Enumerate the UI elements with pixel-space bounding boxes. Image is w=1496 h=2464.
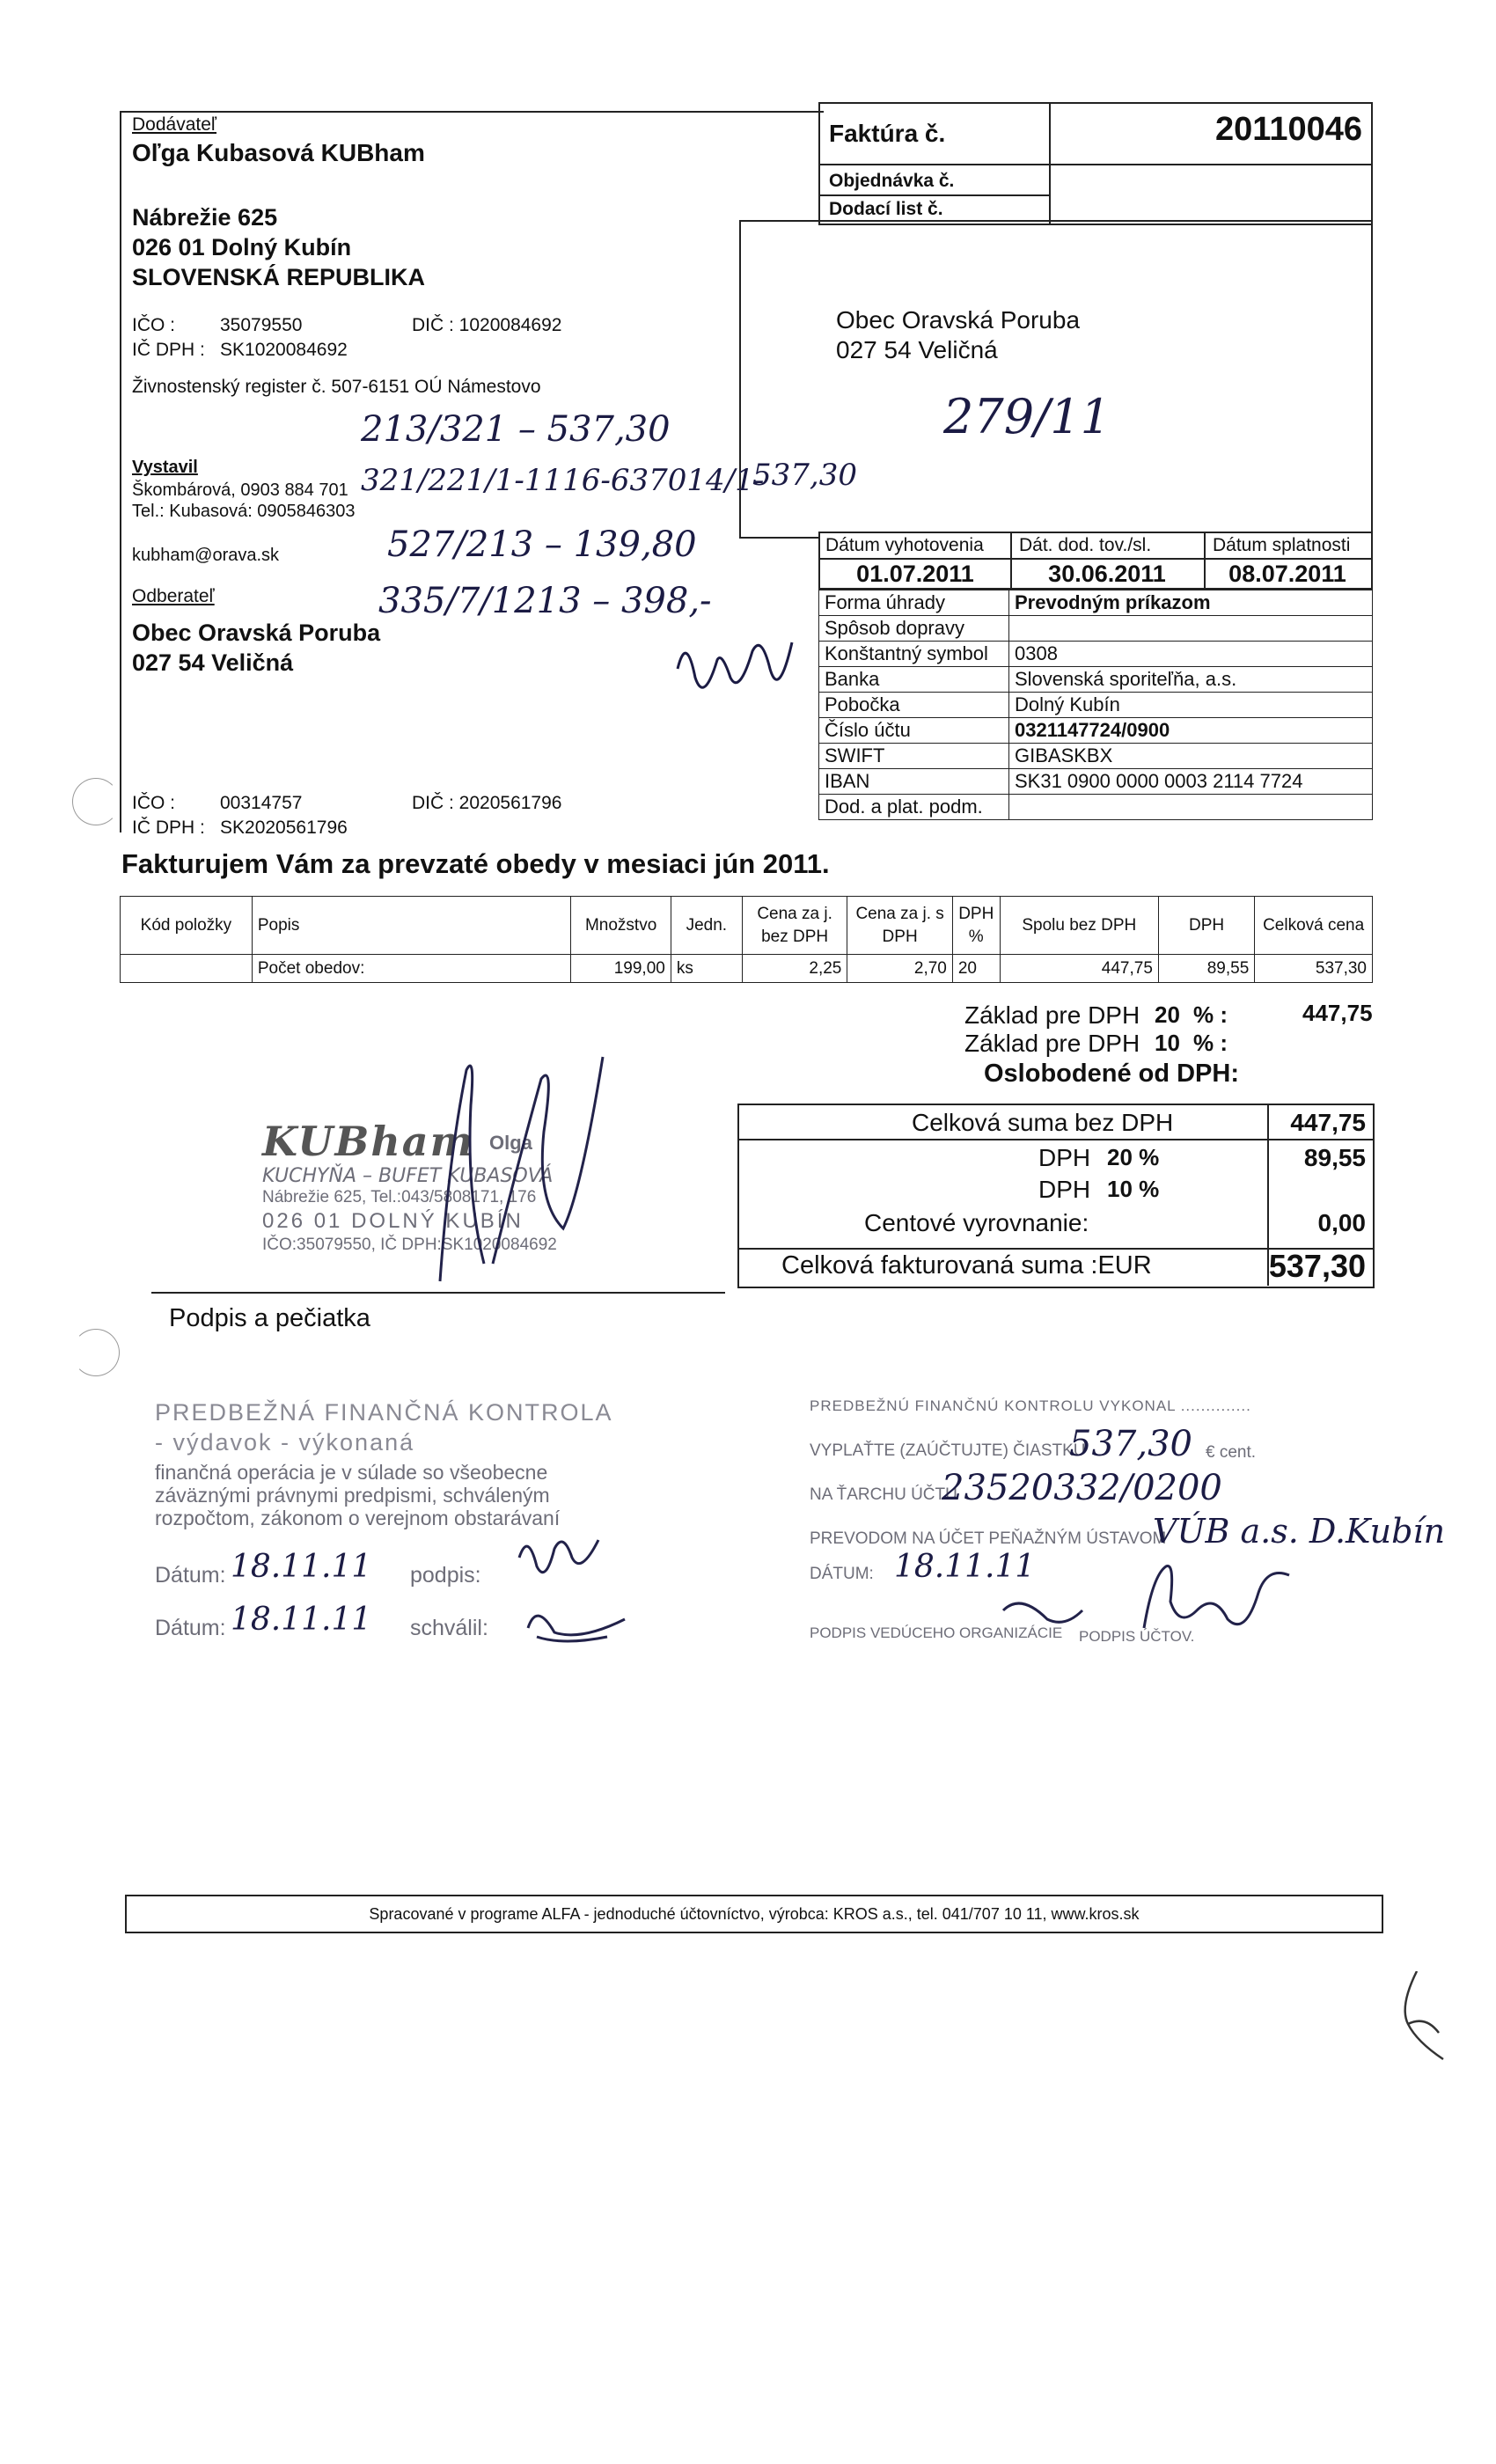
column-header: Množstvo: [571, 897, 671, 955]
due-date-label: Dátum splatnosti: [1213, 535, 1351, 555]
control-title: PREDBEŽNÁ FINANČNÁ KONTROLA: [155, 1399, 613, 1426]
payment-label: Banka: [819, 667, 1009, 693]
table-row: [819, 718, 1373, 744]
control-text-1: finančná operácia je v súlade so všeobecne: [155, 1461, 548, 1484]
intro-text: Fakturujem Vám za prevzaté obedy v mesiaci jún 2011.: [121, 848, 830, 879]
customer-ico-label: IČO :: [132, 793, 176, 813]
signature-icon: [387, 1052, 625, 1290]
control-sign-1-label: podpis:: [410, 1563, 481, 1588]
items-table: [120, 896, 1373, 983]
supplier-icdph: SK1020084692: [220, 340, 348, 360]
pay-label: VYPLAŤTE (ZAÚČTUJTE) ČIASTKU: [810, 1441, 1086, 1460]
item-vat: 89,55: [1158, 955, 1254, 983]
supplier-register: Živnostenský register č. 507-6151 OÚ Námestovo: [132, 377, 541, 397]
column-header: Cena za j. bez DPH: [742, 897, 847, 955]
payment-label: SWIFT: [819, 744, 1009, 769]
column-header: Popis: [252, 897, 571, 955]
control-subtitle: - výdavok - výkonaná: [155, 1429, 415, 1456]
supplier-name: Oľga Kubasová KUBham: [132, 139, 425, 166]
corner-mark-icon: [1390, 1971, 1470, 2068]
column-header: Kód položky: [121, 897, 253, 955]
supplier-dic: DIČ : 1020084692: [412, 315, 562, 335]
recipient-name: Obec Oravská Poruba: [836, 306, 1081, 334]
signature-label: Podpis a pečiatka: [169, 1304, 370, 1332]
control-date-1: 18.11.11: [231, 1549, 372, 1585]
table-row: [819, 693, 1373, 718]
footer-text: Spracované v programe ALFA - jednoduché účtovníctvo, výrobca: KROS a.s., tel. 041/707 10 11, www.kros.sk: [369, 1905, 1140, 1923]
supplier-ico: 35079550: [220, 315, 303, 335]
control-text-3: rozpočtom, zákonom o verejnom obstarávaní: [155, 1507, 561, 1529]
supplier-country: SLOVENSKÁ REPUBLIKA: [132, 264, 426, 290]
bank-label: PREVODOM NA ÚČET PEŇAŽNÝM ÚSTAVOM: [810, 1529, 1167, 1548]
vat-20-rate: 20 %: [1107, 1144, 1160, 1170]
stamp-line-3: 026 01 DOLNÝ KUBÍN: [262, 1209, 524, 1233]
customer-name: Obec Oravská Poruba: [132, 620, 381, 646]
table-row: [819, 642, 1373, 667]
due-date: 08.07.2011: [1228, 561, 1346, 587]
table-row: [819, 616, 1373, 642]
footer: [125, 1895, 1383, 1933]
date-label: DÁTUM:: [810, 1565, 874, 1583]
vat-base-20-value: 447,75: [1302, 1000, 1373, 1026]
control-text-2: záväznými právnymi predpismi, schváleným: [155, 1484, 550, 1507]
issue-date: 01.07.2011: [856, 561, 974, 587]
item-price-inc-vat: 2,70: [847, 955, 953, 983]
column-header: Celková cena: [1255, 897, 1373, 955]
supplier-heading: Dodávateľ: [132, 114, 217, 135]
issuer-heading: Vystavil: [132, 458, 198, 477]
control-signatures-icon: [502, 1522, 642, 1663]
supplier-city: 026 01 Dolný Kubín: [132, 234, 352, 260]
item-price-ex-vat: 2,25: [742, 955, 847, 983]
vat-20-label: DPH: [1038, 1144, 1091, 1171]
column-header: Cena za j. s DPH: [847, 897, 953, 955]
table-row: [121, 955, 1373, 983]
delivery-date-label: Dát. dod. tov./sl.: [1019, 535, 1152, 555]
payment-label: Spôsob dopravy: [819, 616, 1009, 642]
table-header-row: [121, 897, 1373, 955]
punch-hole-mark: [72, 1329, 120, 1376]
dates-box: [818, 532, 1373, 590]
payment-label: Pobočka: [819, 693, 1009, 718]
vat-base-10-label: Základ pre DPH: [964, 1030, 1140, 1057]
payment-value: Prevodným príkazom: [1009, 590, 1373, 616]
customer-dic: DIČ : 2020561796: [412, 793, 562, 813]
stamp-line-4: IČO:35079550, IČ DPH:SK1020084692: [262, 1236, 557, 1254]
column-header: DPH %: [952, 897, 1000, 955]
delivery-note-label: Dodací list č.: [829, 199, 943, 219]
issuer-phone: Tel.: Kubasová: 0905846303: [132, 502, 356, 521]
payment-label: Forma úhrady: [819, 590, 1009, 616]
handwritten-note: 537,30: [752, 458, 857, 493]
table-row: [819, 795, 1373, 820]
item-vat-pct: 20: [952, 955, 1000, 983]
customer-icdph-label: IČ DPH :: [132, 818, 205, 838]
control-date-2-label: Dátum:: [155, 1616, 226, 1640]
payment-value: SK31 0900 0000 0003 2114 7724: [1009, 769, 1373, 795]
vat-base-20-rate: 20: [1155, 1001, 1180, 1028]
item-description: Počet obedov:: [252, 955, 571, 983]
account-label: NA ŤARCHU ÚČTU: [810, 1485, 957, 1504]
handwritten-reference: 279/11: [943, 389, 1111, 444]
customer-city: 027 54 Veličná: [132, 649, 294, 676]
handwritten-note: 321/221/1-1116-637014/1-: [361, 463, 765, 498]
payment-value: GIBASKBX: [1009, 744, 1373, 769]
vat-exempt-label: Oslobodené od DPH:: [984, 1060, 1239, 1088]
control-date-1-label: Dátum:: [155, 1563, 226, 1588]
stamp-logo: KUBham: [262, 1118, 475, 1165]
pay-amount: 537,30: [1069, 1424, 1192, 1464]
pay-unit: € cent.: [1206, 1443, 1257, 1462]
issue-date-label: Dátum vyhotovenia: [825, 535, 984, 555]
table-row: [819, 744, 1373, 769]
supplier-icdph-label: IČ DPH :: [132, 340, 205, 360]
payment-table: [818, 590, 1373, 820]
supplier-street: Nábrežie 625: [132, 204, 278, 231]
payment-label: Dod. a plat. podm.: [819, 795, 1009, 820]
order-label: Objednávka č.: [829, 171, 955, 191]
control-date-2: 18.11.11: [231, 1602, 372, 1638]
handwritten-note: 335/7/1213 – 398,-: [378, 581, 712, 621]
payment-stamp-title: PREDBEŽNÚ FINANČNÚ KONTROLU VYKONAL ..............: [810, 1397, 1251, 1414]
bank-name: VÚB a.s. D.Kubín: [1153, 1512, 1446, 1551]
handwritten-note: 213/321 – 537,30: [361, 409, 671, 450]
customer-heading: Odberateľ: [132, 586, 215, 606]
invoice-label: Faktúra č.: [829, 120, 946, 147]
vat-base-10-pct: % :: [1193, 1030, 1228, 1056]
invoice-number: 20110046: [1215, 111, 1362, 148]
approval-signature-icon: [669, 616, 801, 722]
vat-base-20-label: Základ pre DPH: [964, 1001, 1140, 1029]
item-total: 537,30: [1255, 955, 1373, 983]
grand-total-label: Celková fakturovaná suma :EUR: [781, 1251, 1152, 1280]
payment-label: IBAN: [819, 769, 1009, 795]
table-row: [819, 590, 1373, 616]
vat-20-amount: 89,55: [1303, 1144, 1366, 1171]
rounding-label: Centové vyrovnanie:: [864, 1209, 1089, 1236]
vat-base-10-rate: 10: [1155, 1030, 1180, 1056]
sum-ex-vat: 447,75: [1290, 1109, 1366, 1136]
recipient-city: 027 54 Veličná: [836, 336, 998, 363]
column-header: Jedn.: [671, 897, 742, 955]
payment-label: Konštantný symbol: [819, 642, 1009, 667]
grand-total: 537,30: [1268, 1248, 1366, 1284]
table-row: [819, 667, 1373, 693]
stamp-line-2: Nábrežie 625, Tel.:043/5808171, 176: [262, 1188, 537, 1206]
payment-date: 18.11.11: [894, 1549, 1036, 1585]
item-quantity: 199,00: [571, 955, 671, 983]
accountant-signature-label: PODPIS ÚČTOV.: [1079, 1628, 1195, 1645]
vat-10-rate: 10 %: [1107, 1176, 1160, 1202]
director-signature-label: PODPIS VEDÚCEHO ORGANIZÁCIE: [810, 1624, 1063, 1641]
punch-hole-mark: [72, 778, 120, 825]
stamp-line-1: KUCHYŇA – BUFET KUBASOVÁ: [262, 1165, 554, 1187]
payment-signatures-icon: [994, 1558, 1311, 1646]
control-sign-2-label: schválil:: [410, 1616, 488, 1640]
item-total-ex-vat: 447,75: [1000, 955, 1158, 983]
customer-ico: 00314757: [220, 793, 303, 813]
delivery-date: 30.06.2011: [1048, 561, 1166, 587]
vat-base-20-pct: % :: [1193, 1001, 1228, 1028]
sum-ex-vat-label: Celková suma bez DPH: [912, 1109, 1174, 1136]
signature-line: [151, 1292, 725, 1294]
payment-value: [1009, 616, 1373, 642]
invoice-header: [818, 102, 1373, 225]
issuer-email: kubham@orava.sk: [132, 546, 280, 565]
rounding-amount: 0,00: [1317, 1209, 1366, 1236]
column-header: Spolu bez DPH: [1000, 897, 1158, 955]
vat-10-label: DPH: [1038, 1176, 1091, 1203]
payment-value: [1009, 795, 1373, 820]
handwritten-note: 527/213 – 139,80: [387, 524, 697, 565]
column-header: DPH: [1158, 897, 1254, 955]
stamp-olga: Olga: [489, 1132, 532, 1154]
item-unit: ks: [671, 955, 742, 983]
account-number: 23520332/0200: [942, 1468, 1222, 1508]
payment-value: Dolný Kubín: [1009, 693, 1373, 718]
totals-box: [737, 1104, 1375, 1288]
payment-label: Číslo účtu: [819, 718, 1009, 744]
issuer-name-phone: Škombárová, 0903 884 701: [132, 480, 348, 500]
payment-value: 0308: [1009, 642, 1373, 667]
item-code: [121, 955, 253, 983]
supplier-ico-label: IČO :: [132, 315, 176, 335]
payment-value: Slovenská sporiteľňa, a.s.: [1009, 667, 1373, 693]
table-row: [819, 769, 1373, 795]
customer-icdph: SK2020561796: [220, 818, 348, 838]
payment-value: 0321147724/0900: [1009, 718, 1373, 744]
